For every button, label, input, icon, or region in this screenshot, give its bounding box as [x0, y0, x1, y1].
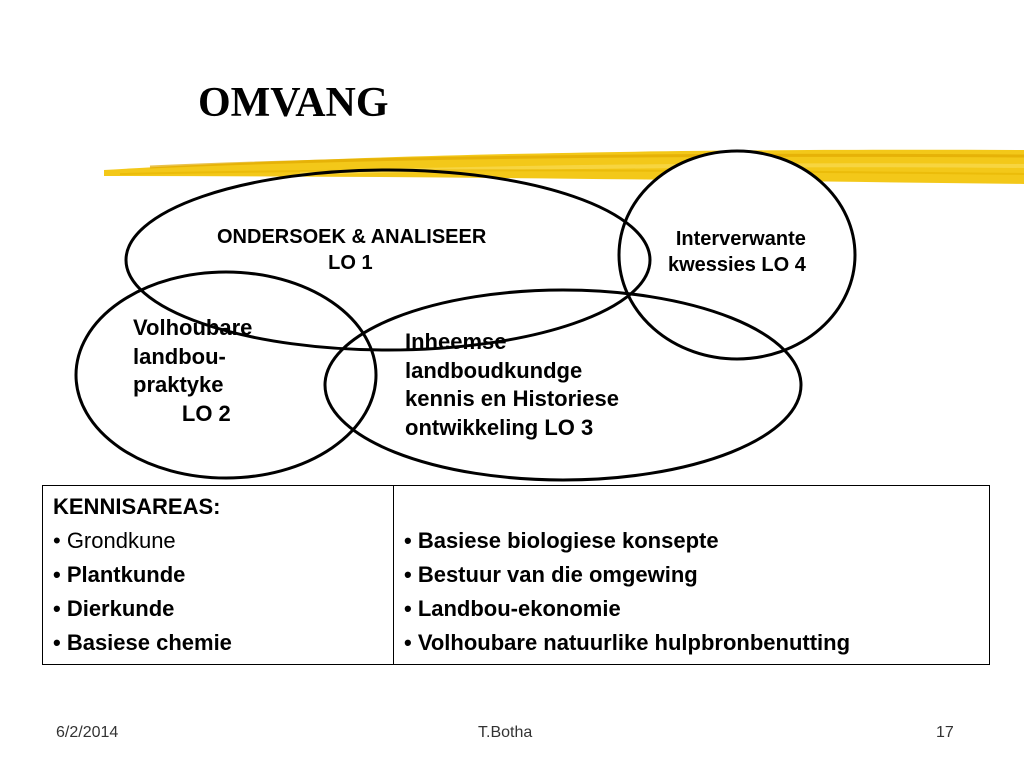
table-heading: KENNISAREAS: [53, 494, 221, 519]
table-cell-right [394, 486, 990, 665]
list-item: • Grondkune [53, 528, 176, 554]
venn-label-lo3: Inheemse landboudkundge kennis en Historiese ontwikkeling LO 3 [405, 329, 619, 440]
list-item: • Basiese chemie [53, 630, 232, 656]
list-item: • Plantkunde [53, 562, 186, 588]
table-cell-left [43, 486, 394, 665]
list-item: • Basiese biologiese konsepte [404, 528, 719, 553]
slide-title: OMVANG [198, 80, 389, 126]
venn-label-lo4: Interverwante kwessies LO 4 [668, 228, 806, 276]
footer-page-number: 17 [936, 724, 954, 741]
list-item: • Volhoubare natuurlike hulpbronbenutting [404, 630, 851, 656]
list-item: • Dierkunde [53, 596, 175, 622]
list-item: • Bestuur van die omgewing [404, 562, 698, 588]
footer-date: 6/2/2014 [56, 724, 119, 741]
knowledge-areas-table [42, 485, 990, 665]
venn-label-lo2: Volhoubare landbou- praktyke LO 2 [133, 315, 253, 426]
footer-author: T.Botha [478, 724, 533, 741]
venn-label-lo1: ONDERSOEK & ANALISEER LO 1 [217, 226, 487, 274]
list-item: • Landbou-ekonomie [404, 596, 621, 622]
